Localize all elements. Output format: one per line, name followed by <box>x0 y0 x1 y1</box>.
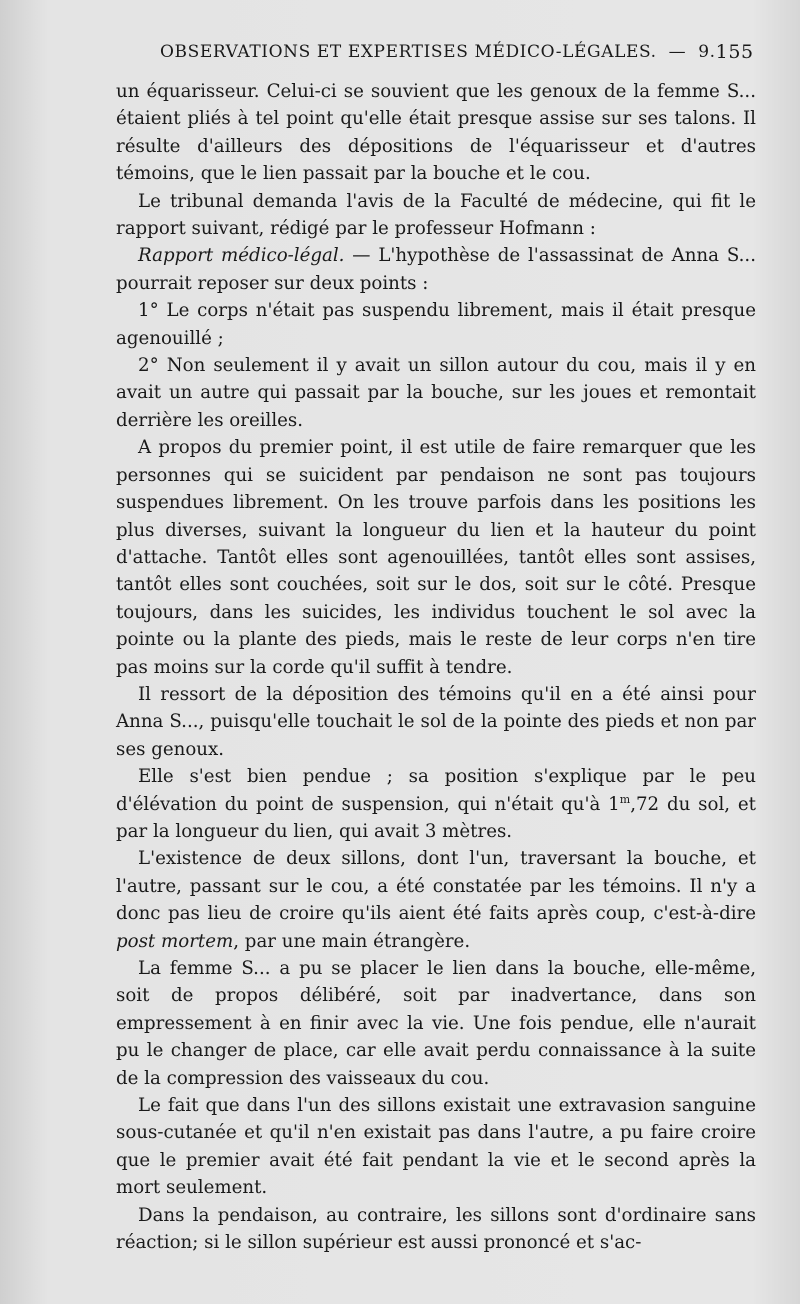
paragraph-6: A propos du premier point, il est utile de faire remarquer que les personnes qui se suicident par pendaison ne sont pas toujours suspendues librement. On les trouve parfois dans les positions les plus diverses, suivant la longueur du lien et la hauteur du point d'attache. Tantôt elles sont agenouillées, tantôt elles sont assises, tantôt elles sont couchées, soit sur le dos, soit sur le côté. Presque toujours, dans les suicides, les individus touchent le sol avec la pointe ou la plante des pieds, mais le reste de leur corps n'en tire pas moins sur la corde qu'il suffit à tendre. <box>116 437 756 678</box>
report-label: Rapport médico-légal. <box>138 245 345 267</box>
paragraph-3 <box>116 242 756 297</box>
paragraph-2: Le tribunal demanda l'avis de la Faculté de médecine, qui fit le rapport suivant, rédigé par le professeur Hofmann : <box>116 190 756 240</box>
paragraph-12: Dans la pendaison, au contraire, les sillons sont d'ordinaire sans réaction; si le sillon supérieur est aussi prononcé et s'ac- <box>116 1204 756 1254</box>
paragraph-8-b: ,72 du sol, et par la longueur du lien, qui avait 3 mètres. <box>116 793 756 842</box>
paragraph-3-text: — L'hypothèse de l'assassinat de Anna S... pourrait reposer sur deux points : <box>116 245 756 294</box>
running-title: OBSERVATIONS ET EXPERTISES MÉDICO-LÉGALES. <box>160 42 657 62</box>
paragraph-4: 1° Le corps n'était pas suspendu librement, mais il était presque agenouillé ; <box>116 300 756 349</box>
paragraph-7: Il ressort de la déposition des témoins qu'il en a été ainsi pour Anna S..., puisqu'elle touchait le sol de la pointe des pieds et non par ses genoux. <box>116 683 756 760</box>
body-text <box>116 78 756 1256</box>
meter-superscript: m <box>619 792 631 806</box>
paragraph-9-a: L'existence de deux sillons, dont l'un, traversant la bouche, et l'autre, passant sur le cou, a été constatée par les témoins. Il n'y a donc pas lieu de croire qu'ils aient été faits après coup, c'est-à-dire <box>116 848 756 925</box>
paragraph-11: Le fait que dans l'un des sillons existait une extravasion sanguine sous-cutanée et qu'il n'en existait pas dans l'autre, a pu faire croire que le premier avait été fait pendant la vie et le second après la mort seulement. <box>116 1095 756 1199</box>
page-number: 155 <box>715 41 754 63</box>
post-mortem-italic: post mortem <box>116 930 234 952</box>
header-separator: — <box>668 42 687 62</box>
chapter-number: 9. <box>698 42 716 62</box>
paragraph-9-b: , par une main étrangère. <box>233 930 471 952</box>
running-header <box>160 34 752 70</box>
paragraph-5: 2° Non seulement il y avait un sillon autour du cou, mais il y en avait un autre qui passait par la bouche, sur les joues et remontait derrière les oreilles. <box>116 355 756 431</box>
paragraph-8-a: Elle s'est bien pendue ; sa position s'explique par le peu d'élévation du point de suspension, qui n'était qu'à 1 <box>116 766 756 815</box>
paragraph-9 <box>116 845 756 955</box>
paragraph-1: un équarisseur. Celui-ci se souvient que les genoux de la femme S... étaient pliés à tel point qu'elle était presque assise sur ses talons. Il résulte d'ailleurs des dépositions de l'équarisseur et d'autres témoins, que le lien passait par la bouche et le cou. <box>116 81 756 185</box>
paragraph-8 <box>116 763 756 845</box>
paragraph-10: La femme S... a pu se placer le lien dans la bouche, elle-même, soit de propos délibéré, soit par inadvertance, dans son empressement à en finir avec la vie. Une fois pendue, elle n'aurait pu le changer de place, car elle avait perdu connaissance à la suite de la compression des vaisseaux du cou. <box>116 958 756 1089</box>
